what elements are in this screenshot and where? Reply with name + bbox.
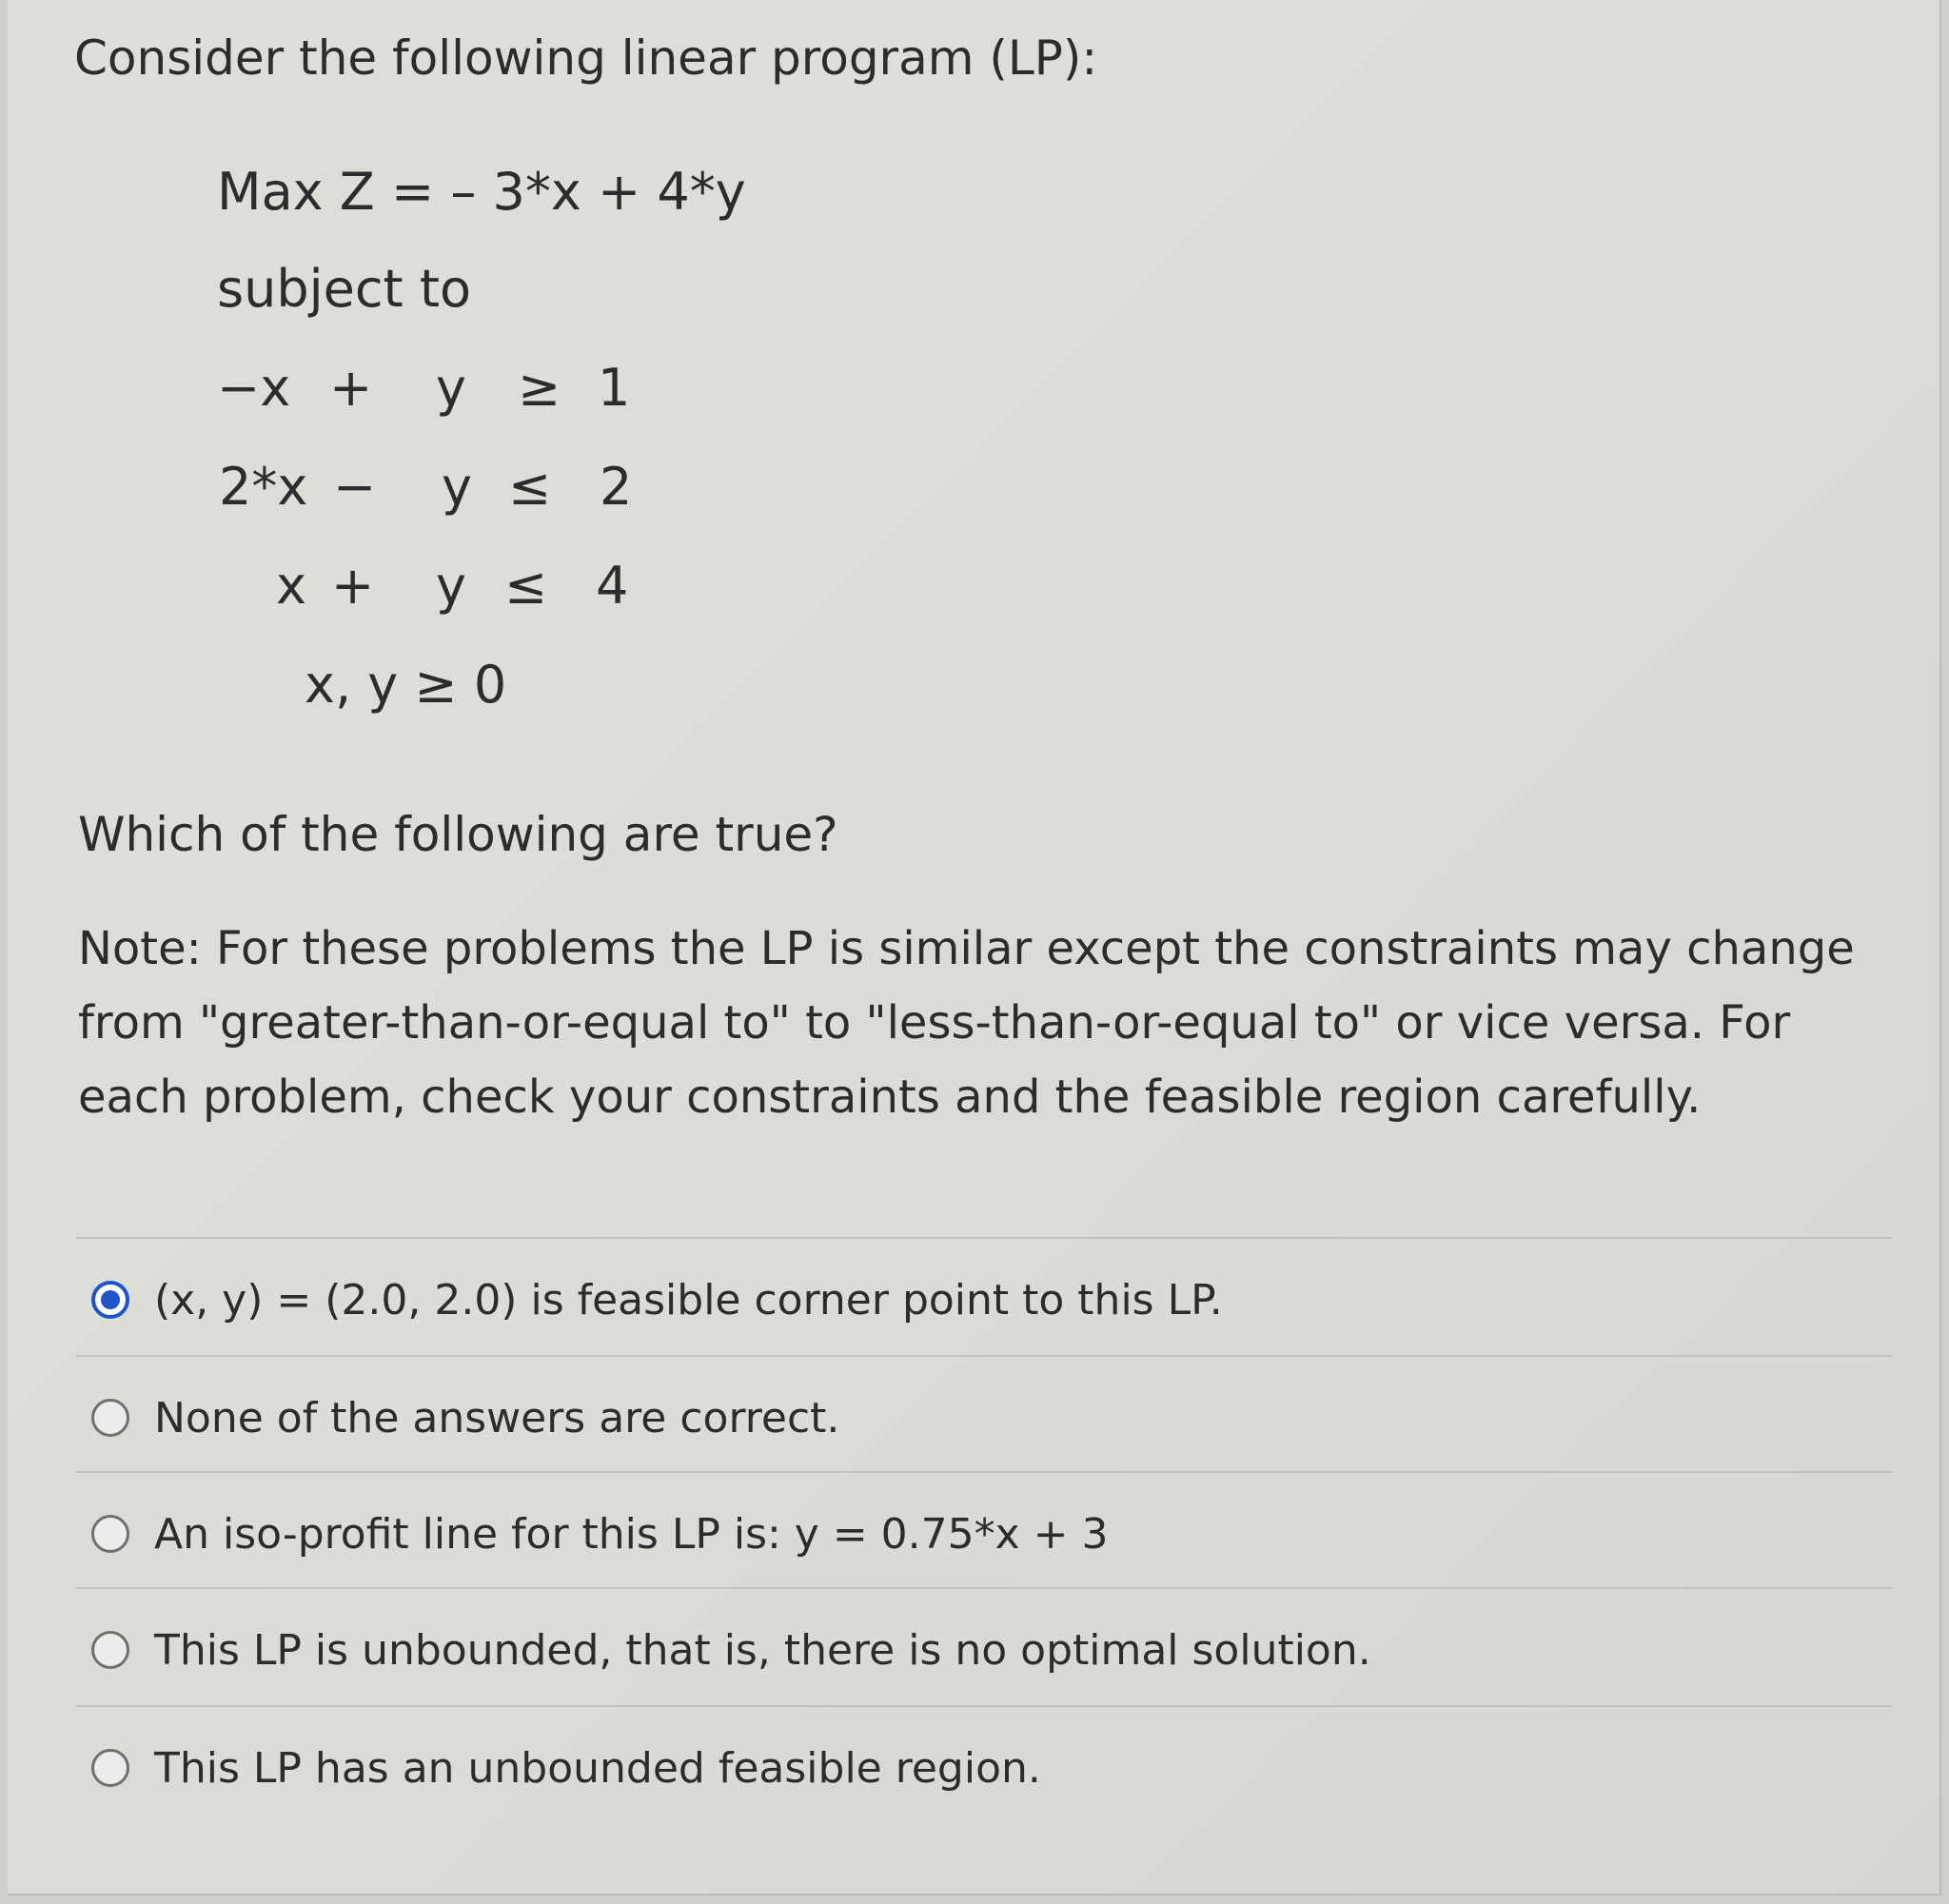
answer-option[interactable] xyxy=(91,1380,1880,1456)
constraint-term1: x xyxy=(276,556,306,616)
answer-option-label: An iso-profit line for this LP is: y = 0.75*x + 3 xyxy=(154,1509,1109,1559)
divider xyxy=(76,1471,1892,1473)
subject-to-label: subject to xyxy=(217,259,472,319)
answer-option-label: This LP is unbounded, that is, there is no optimal solution. xyxy=(154,1625,1371,1675)
answer-option[interactable] xyxy=(91,1612,1880,1688)
radio-unselected-icon[interactable] xyxy=(91,1515,129,1553)
constraint-relation: ≥ xyxy=(518,358,561,418)
divider xyxy=(76,1237,1892,1239)
constraint-rhs: 2 xyxy=(600,457,633,517)
answer-option-label: This LP has an unbounded feasible region. xyxy=(154,1743,1041,1793)
constraint-relation: ≤ xyxy=(508,457,552,517)
constraint-operator: + xyxy=(331,556,375,616)
constraint-term1: −x xyxy=(217,358,291,418)
divider xyxy=(76,1355,1892,1357)
nonnegativity-constraint: x, y ≥ 0 xyxy=(305,655,507,715)
answer-option-label: (x, y) = (2.0, 2.0) is feasible corner point to this LP. xyxy=(154,1275,1223,1325)
objective-function: Max Z = – 3*x + 4*y xyxy=(217,162,746,222)
question-note: Note: For these problems the LP is similar except the constraints may change from "greater-than-or-equal to" to "less-than-or-equal to" or vice versa. For each problem, check your constraints and the feasible region carefully. xyxy=(78,922,1855,1124)
question-prompt: Which of the following are true? xyxy=(78,807,838,862)
constraint-operator: − xyxy=(333,457,377,517)
answer-option-label: None of the answers are correct. xyxy=(154,1393,840,1443)
constraint-operator: + xyxy=(329,358,373,418)
constraint-term2: y xyxy=(436,556,466,616)
answer-option[interactable] xyxy=(91,1262,1880,1338)
constraint-term1: 2*x xyxy=(219,457,308,517)
radio-unselected-icon[interactable] xyxy=(91,1399,129,1437)
constraint-relation: ≤ xyxy=(504,556,548,616)
question-panel xyxy=(8,0,1941,1895)
constraint-rhs: 4 xyxy=(596,556,629,616)
constraint-rhs: 1 xyxy=(598,358,631,418)
answer-option[interactable] xyxy=(91,1496,1880,1572)
radio-unselected-icon[interactable] xyxy=(91,1749,129,1787)
radio-selected-icon[interactable] xyxy=(91,1281,129,1319)
question-title: Consider the following linear program (LP): xyxy=(74,30,1098,86)
radio-unselected-icon[interactable] xyxy=(91,1631,129,1669)
divider xyxy=(76,1587,1892,1589)
constraint-term2: y xyxy=(436,358,466,418)
constraint-term2: y xyxy=(442,457,472,517)
divider xyxy=(76,1705,1892,1707)
answer-option[interactable] xyxy=(91,1730,1880,1806)
